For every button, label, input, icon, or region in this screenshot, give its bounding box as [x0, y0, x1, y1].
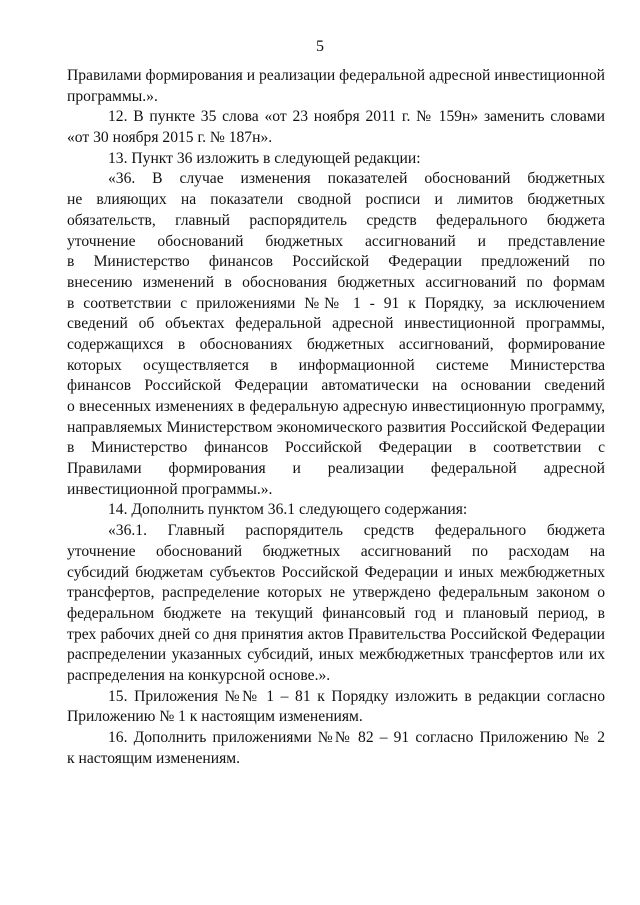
text-line: 14. Дополнить пунктом 36.1 следующего содержания:	[108, 501, 468, 519]
text-line: «от 30 ноября 2015 г. № 187н».	[67, 129, 273, 147]
text-line: программы.».	[67, 87, 158, 105]
text-line: 15. Приложения №№ 1 – 81 к Порядку изложить в редакции согласно	[108, 687, 605, 705]
text-line: уточнение обоснований бюджетных ассигнований по расходам на	[67, 542, 605, 560]
text-line: Правилами формирования и реализации федеральной адресной	[67, 460, 605, 478]
text-line: в Министерство финансов Российской Федерации в соответствии с	[67, 439, 605, 457]
text-line: внесению изменений в обоснования бюджетных ассигнований по формам	[67, 273, 605, 291]
text-line: в Министерство финансов Российской Федерации предложений по	[67, 253, 605, 271]
text-line: федеральном бюджете на текущий финансовый год и плановый период, в	[67, 604, 605, 622]
text-line: субсидий бюджетам субъектов Российской Федерации и иных межбюджетных	[67, 563, 605, 581]
text-line: трансфертов, распределение которых не утверждено федеральным законом о	[67, 584, 605, 602]
text-line: которых осуществляется в информационной системе Министерства	[67, 356, 605, 374]
text-line: содержащихся в обоснованиях бюджетных ассигнований, формирование	[67, 335, 605, 353]
text-line: распределении указанных субсидий, иных межбюджетных трансфертов или их	[67, 646, 605, 664]
text-line: «36.1. Главный распорядитель средств федерального бюджета	[108, 522, 605, 540]
text-line: 12. В пункте 35 слова «от 23 ноября 2011 г. № 159н» заменить словами	[108, 108, 605, 126]
document-body	[67, 66, 605, 769]
text-line: уточнение обоснований бюджетных ассигнований и представление	[67, 232, 605, 250]
text-line: трех рабочих дней со дня принятия актов Правительства Российской Федерации	[67, 625, 605, 643]
text-line: Приложению № 1 к настоящим изменениям.	[67, 708, 363, 726]
text-line: в соответствии с приложениями №№ 1 - 91 к Порядку, за исключением	[67, 294, 605, 312]
page-number: 5	[316, 38, 324, 55]
text-line: о внесенных изменениях в федеральную адресную инвестиционную программу,	[67, 398, 605, 415]
text-line: сведений об объектах федеральной адресной инвестиционной программы,	[67, 315, 605, 333]
text-line: 13. Пункт 36 изложить в следующей редакции:	[108, 149, 421, 167]
text-line: 16. Дополнить приложениями №№ 82 – 91 согласно Приложению № 2	[108, 729, 605, 746]
text-line: направляемых Министерством экономического развития Российской Федерации	[67, 418, 605, 436]
text-line: «36. В случае изменения показателей обоснований бюджетных	[108, 170, 605, 188]
text-line: инвестиционной программы.».	[67, 480, 273, 498]
text-line: обязательств, главный распорядитель средств федерального бюджета	[67, 211, 605, 229]
text-line: распределения на конкурсной основе.».	[67, 666, 331, 684]
text-line: финансов Российской Федерации автоматически на основании сведений	[67, 377, 605, 395]
text-line: не влияющих на показатели сводной росписи и лимитов бюджетных	[67, 191, 605, 209]
text-line: Правилами формирования и реализации федеральной адресной инвестиционной	[67, 67, 605, 84]
text-line: к настоящим изменениям.	[67, 749, 241, 767]
